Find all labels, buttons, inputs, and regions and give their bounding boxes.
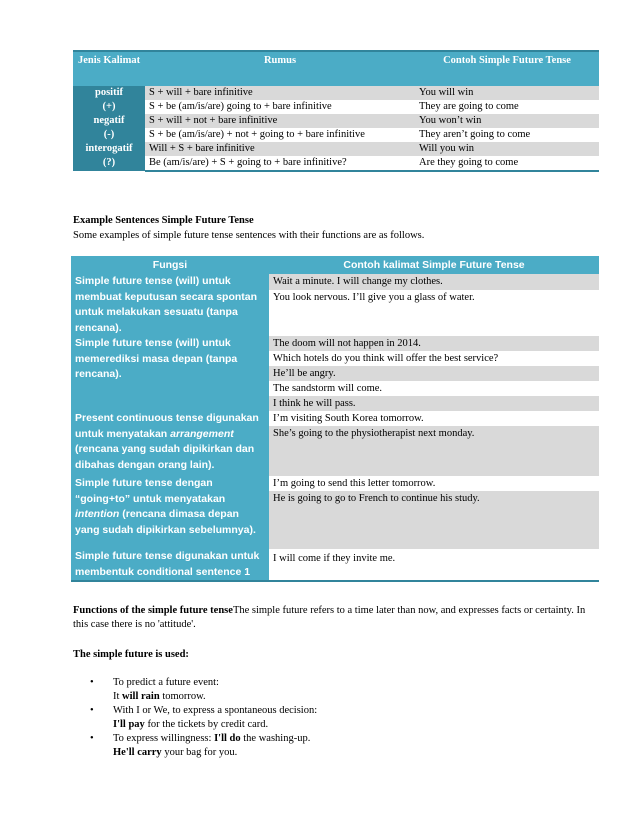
contoh-cell: They are going to come (419, 101, 519, 112)
table-row (71, 476, 599, 491)
bullet-icon: • (90, 733, 94, 744)
header-rumus: Rumus (145, 51, 415, 86)
table-row (73, 128, 599, 142)
rumus-cell: S + will + bare infinitive (145, 86, 415, 100)
contoh-cell: You won’t win (415, 114, 599, 128)
tense-function-table (71, 256, 599, 582)
table-header-row (73, 51, 599, 86)
table-row (73, 114, 599, 128)
row-label-negatif: negatif (-) (73, 114, 145, 142)
function-cell: Simple future tense (will) untuk membuat keputusan secara spontan untuk melakukan sesuatu (tanpa rencana). (71, 274, 269, 336)
table-row (71, 336, 599, 351)
rumus-cell: Will + S + bare infinitive (145, 142, 415, 156)
row-label-interogatif: interogatif (?) (73, 142, 145, 171)
header-jenis-kalimat: Jenis Kalimat (73, 51, 145, 86)
example-cell: He is going to go to French to continue his study. (269, 491, 599, 549)
list-item: • To express willingness: I'll do the washing-up. He'll carry your bag for you. (90, 733, 311, 758)
example-cell: I will come if they invite me. (269, 549, 599, 581)
example-cell: You look nervous. I’ll give you a glass of water. (273, 292, 475, 303)
example-cell: I think he will pass. (269, 396, 599, 411)
rumus-cell: S + will + not + bare infinitive (145, 114, 415, 128)
list-item: • To predict a future event: It will rain tomorrow. (90, 677, 219, 702)
function-cell: Simple future tense (will) untuk memerediksi masa depan (tanpa rencana). (71, 336, 269, 411)
header-fungsi: Fungsi (71, 256, 269, 274)
example-cell: The doom will not happen in 2014. (269, 336, 599, 351)
table-row (71, 411, 599, 426)
function-cell: Present continuous tense digunakan untuk menyatakan arrangement (rencana yang sudah dipikirkan dan dibahas dengan orang lain). (71, 411, 269, 476)
row-label-positif: positif (+) (73, 86, 145, 114)
table-row (73, 142, 599, 156)
example-cell: I’m going to send this letter tomorrow. (273, 478, 436, 489)
rumus-cell: S + be (am/is/are) + not + going to + bare infinitive (149, 129, 365, 140)
example-cell: The sandstorm will come. (273, 383, 383, 394)
functions-paragraph: Functions of the simple future tenseThe simple future refers to a time later than now, and expresses facts or certainty. In this case there is no 'attitude'. (73, 605, 586, 630)
used-heading: The simple future is used: (73, 649, 189, 660)
header-contoh: Contoh Simple Future Tense (415, 51, 599, 86)
function-cell: Simple future tense dengan “going+to” untuk menyatakan intention (rencana dimasa depan yang sudah dipikirkan sebelumnya). (71, 476, 269, 549)
example-cell: He’ll be angry. (269, 366, 599, 381)
header-contoh-kalimat: Contoh kalimat Simple Future Tense (269, 256, 599, 274)
bullet-icon: • (90, 677, 94, 688)
rumus-cell: S + be (am/is/are) going to + bare infinitive (149, 101, 332, 112)
contoh-cell: You will win (415, 86, 599, 100)
example-cell: I’m visiting South Korea tomorrow. (273, 413, 424, 424)
rumus-cell: Be (am/is/are) + S + going to + bare infinitive? (145, 156, 415, 171)
examples-intro: Some examples of simple future tense sentences with their functions are as follows. (73, 230, 425, 241)
list-item: • With I or We, to express a spontaneous decision: I'll pay for the tickets by credit card. (90, 705, 318, 730)
contoh-cell: Will you win (415, 142, 599, 156)
function-cell: Simple future tense digunakan untuk membentuk conditional sentence 1 (71, 549, 269, 581)
example-cell: She’s going to the physiotherapist next monday. (269, 426, 599, 476)
example-cell: Wait a minute. I will change my clothes. (269, 274, 599, 290)
table-row (73, 156, 599, 171)
table-header-row (71, 256, 599, 274)
table-row (73, 86, 599, 100)
contoh-cell: They aren’t going to come (419, 129, 531, 140)
table-row (71, 549, 599, 581)
bullet-icon: • (90, 705, 94, 716)
contoh-cell: Are they going to come (415, 156, 599, 171)
tense-formula-table (73, 50, 599, 172)
table-row (73, 100, 599, 114)
table-row (71, 274, 599, 290)
example-cell: Which hotels do you think will offer the best service? (273, 353, 499, 364)
examples-heading: Example Sentences Simple Future Tense (73, 215, 254, 226)
usage-list (73, 676, 593, 760)
